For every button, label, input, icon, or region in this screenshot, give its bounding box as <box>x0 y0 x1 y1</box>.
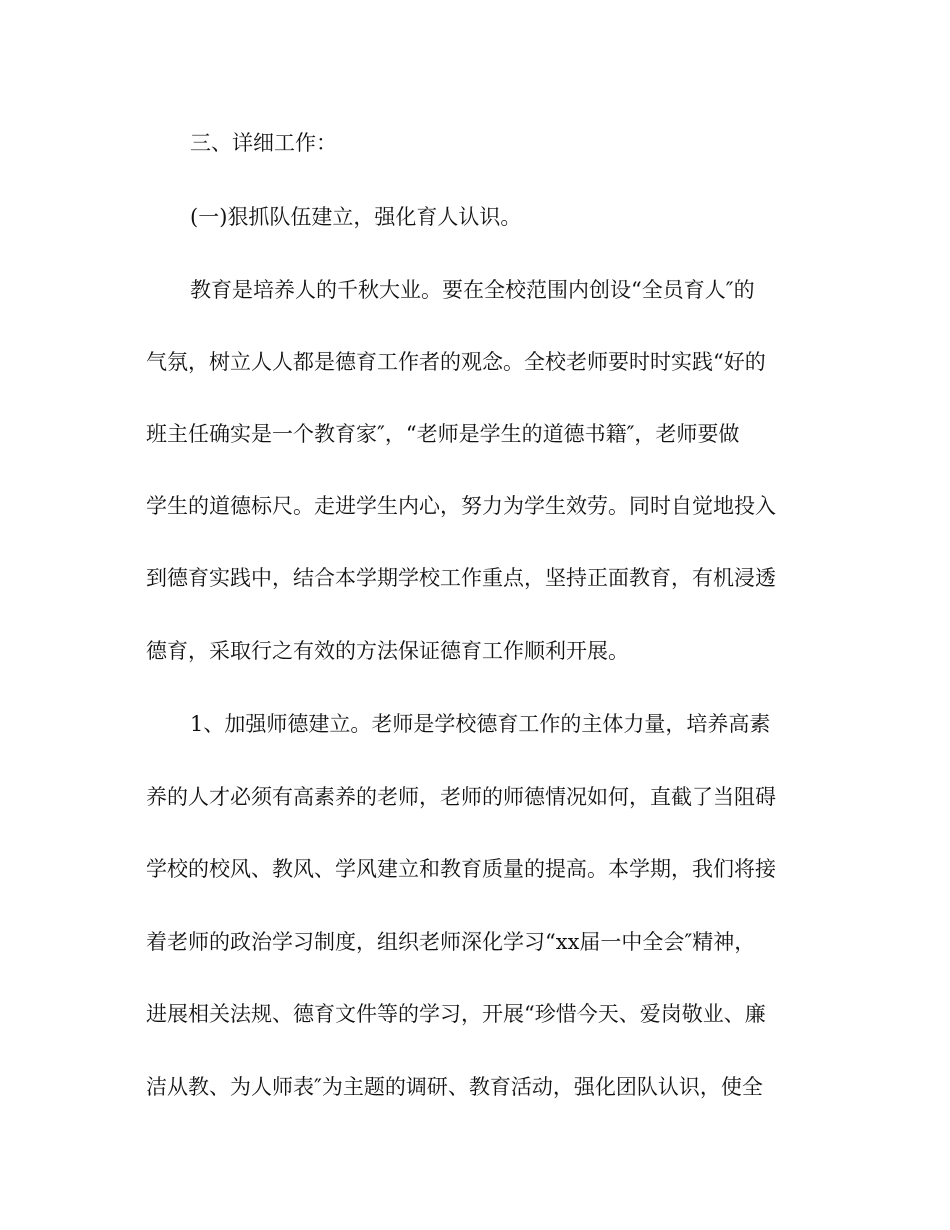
paragraph1-line: 学生的道德标尺。走进学生内心，努力为学生效劳。同时自觉地投入 <box>146 494 776 518</box>
paragraph1-line: 教育是培养人的千秋大业。要在全校范围内创设“全员育人″的 <box>190 278 755 302</box>
paragraph1-line: 德育，采取行之有效的方法保证德育工作顺利开展。 <box>146 639 629 663</box>
paragraph2-line: 学校的校风、教风、学风建立和教育质量的提高。本学期，我们将接 <box>146 857 776 881</box>
paragraph1-line: 班主任确实是一个教育家″，“老师是学生的道德书籍″，老师要做 <box>146 422 740 446</box>
paragraph2-line: 1、加强师德建立。老师是学校德育工作的主体力量，培养高素 <box>190 712 771 736</box>
section-heading: 三、详细工作： <box>190 131 337 155</box>
paragraph1-line: 气氛，树立人人都是德育工作者的观念。全校老师要时时实践“好的 <box>146 350 766 374</box>
paragraph2-line: 洁从教、为人师表″为主题的调研、教育活动，强化团队认识，使全 <box>146 1075 763 1099</box>
paragraph2-line: 养的人才必须有高素养的老师，老师的师德情况如何，直截了当阻碍 <box>146 785 776 809</box>
paragraph1-line: 到德育实践中，结合本学期学校工作重点，坚持正面教育，有机浸透 <box>146 566 776 590</box>
subsection-heading: (一)狠抓队伍建立，强化育人认识。 <box>190 205 522 229</box>
paragraph2-line: 着老师的政治学习制度，组织老师深化学习“xx届一中全会″精神， <box>146 930 756 954</box>
paragraph2-line: 进展相关法规、德育文件等的学习，开展“珍惜今天、爱岗敬业、廉 <box>146 1002 766 1026</box>
